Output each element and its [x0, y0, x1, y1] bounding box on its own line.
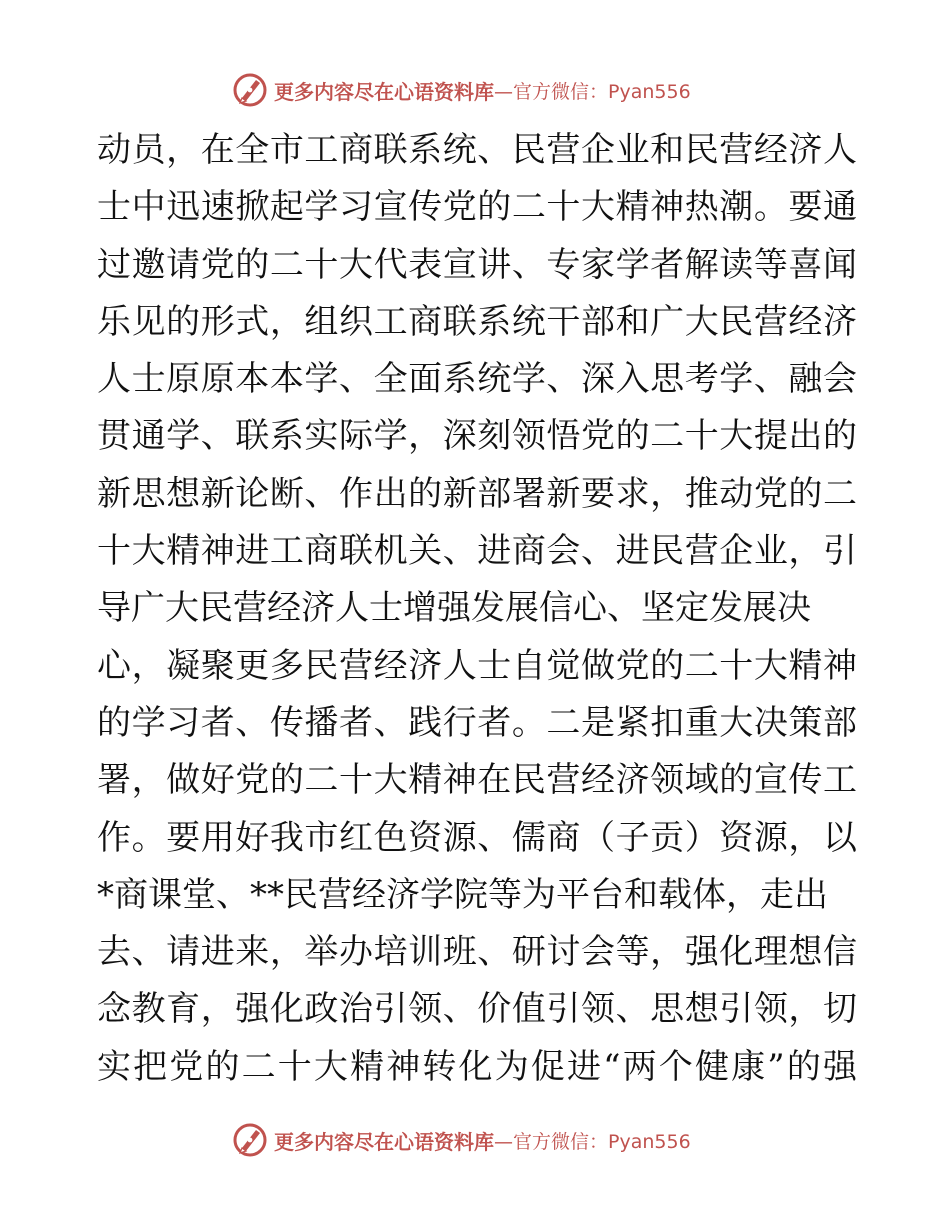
pen-circle-logo-icon — [232, 72, 268, 108]
text-line: 贯通学、联系实际学，深刻领悟党的二十大提出的 — [97, 416, 857, 457]
text-line: 实把党的二十大精神转化为促进“两个健康”的强 — [97, 1046, 857, 1087]
text-line: 心，凝聚更多民营经济人士自觉做党的二十大精神 — [97, 645, 857, 686]
header-banner — [232, 70, 691, 110]
pen-circle-logo-icon — [232, 1122, 268, 1158]
text-line: 动员，在全市工商联系统、民营企业和民营经济人 — [97, 130, 857, 170]
text-line: 署，做好党的二十大精神在民营经济领域的宣传工 — [97, 760, 857, 801]
text-line: 十大精神进工商联机关、进商会、进民营企业，引 — [97, 531, 857, 572]
text-line: 念教育，强化政治引领、价值引领、思想引领，切 — [97, 989, 857, 1030]
body-text — [97, 122, 857, 1096]
text-line: 人士原原本本学、全面系统学、深入思考学、融会 — [97, 359, 857, 400]
footer-banner-title: 更多内容尽在心语资料库 — [274, 1129, 494, 1154]
text-line: 新思想新论断、作出的新部署新要求，推动党的二 — [97, 473, 857, 514]
text-line: 士中迅速掀起学习宣传党的二十大精神热潮。要通 — [97, 187, 857, 228]
text-line: 作。要用好我市红色资源、儒商（子贡）资源，以 — [97, 817, 857, 858]
text-line: 导广大民营经济人士增强发展信心、坚定发展决 — [97, 588, 811, 629]
header-banner-wechat: —官方微信：Pyan556 — [494, 80, 691, 103]
text-line: 去、请进来，举办培训班、研讨会等，强化理想信 — [97, 932, 857, 973]
header-banner-title: 更多内容尽在心语资料库 — [274, 79, 494, 104]
footer-banner-wechat: —官方微信：Pyan556 — [494, 1130, 691, 1153]
text-line: 乐见的形式，组织工商联系统干部和广大民营经济 — [97, 301, 857, 342]
text-line: 的学习者、传播者、践行者。二是紧扣重大决策部 — [97, 702, 857, 743]
footer-banner — [232, 1120, 691, 1160]
text-line: *商课堂、**民营经济学院等为平台和载体，走出 — [97, 874, 828, 915]
text-line: 过邀请党的二十大代表宣讲、专家学者解读等喜闻 — [97, 244, 857, 285]
